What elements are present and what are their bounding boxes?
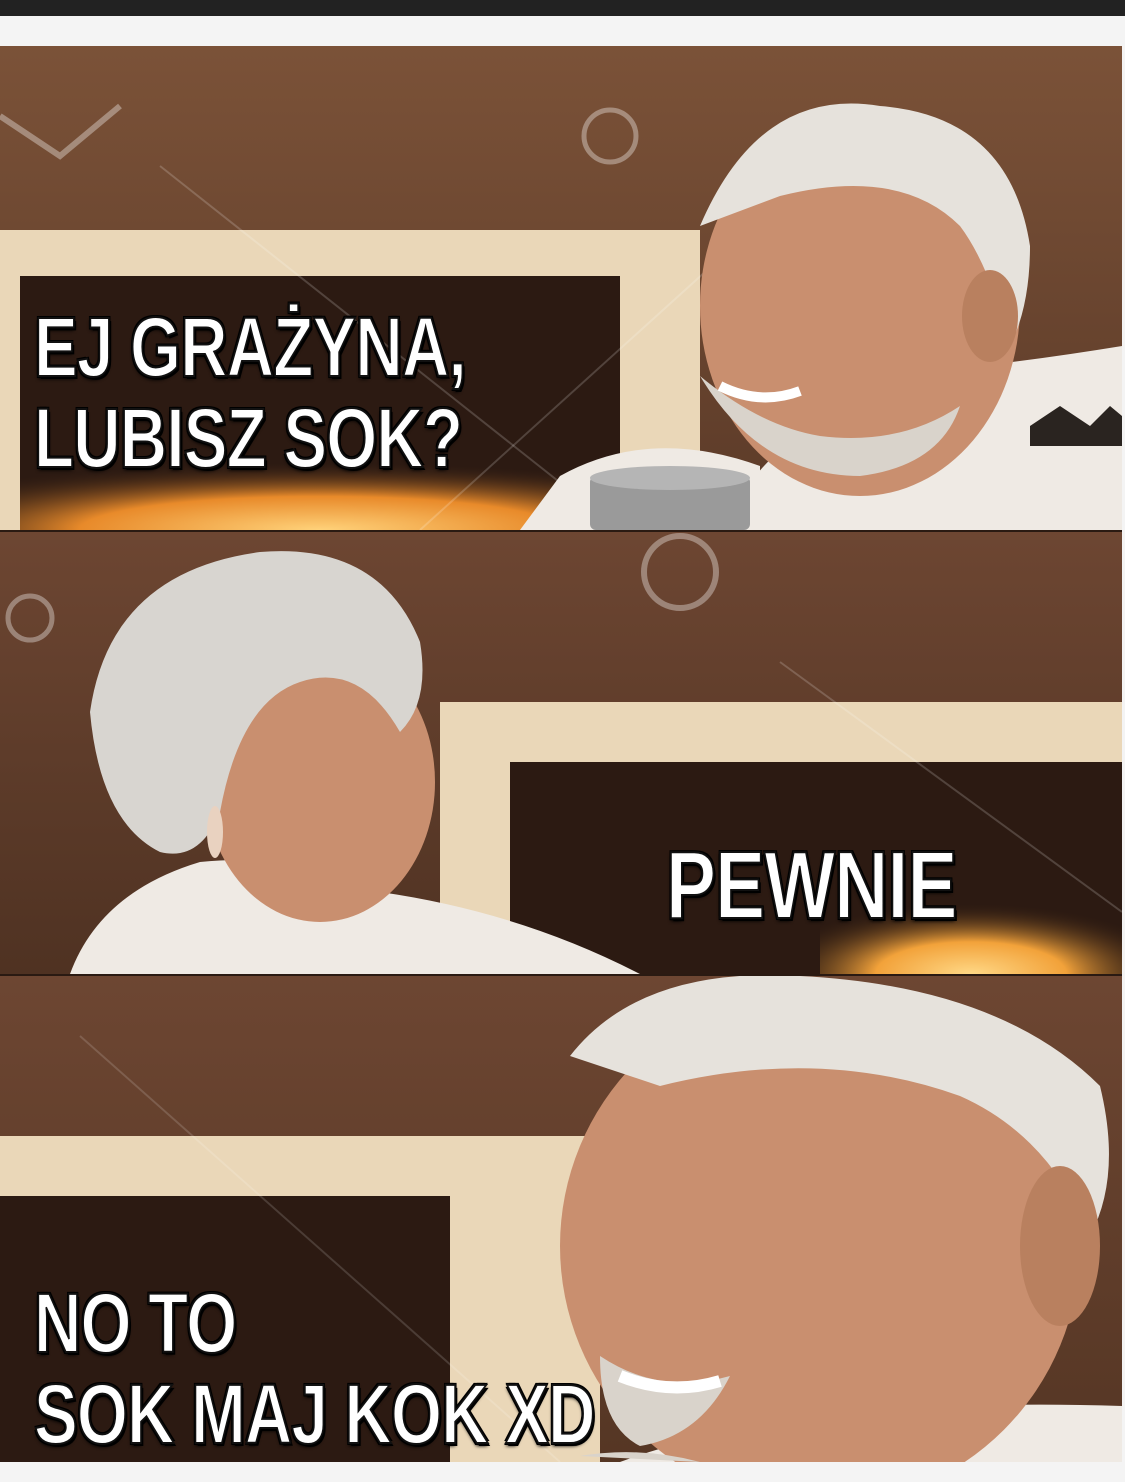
caption-2-line-1: PEWNIE	[666, 832, 957, 939]
panel-divider	[0, 530, 1122, 532]
caption-1	[34, 302, 466, 483]
panel-1	[0, 46, 1122, 530]
meme-image	[0, 46, 1122, 1462]
top-margin-bar	[0, 16, 1125, 46]
caption-1-line-2: LUBISZ SOK?	[34, 390, 463, 485]
bottom-margin-bar	[0, 1462, 1125, 1482]
panel-2	[0, 532, 1122, 974]
caption-3-line-2: SOK MAJ KOK XD	[34, 1366, 595, 1461]
caption-3-line-1: NO TO	[34, 1276, 237, 1370]
panel-3	[0, 976, 1122, 1462]
caption-1-line-1: EJ GRAŻYNA,	[34, 300, 466, 394]
caption-3	[34, 1278, 595, 1459]
caption-2	[666, 834, 957, 938]
top-status-bar	[0, 0, 1125, 16]
panel-divider	[0, 974, 1122, 976]
